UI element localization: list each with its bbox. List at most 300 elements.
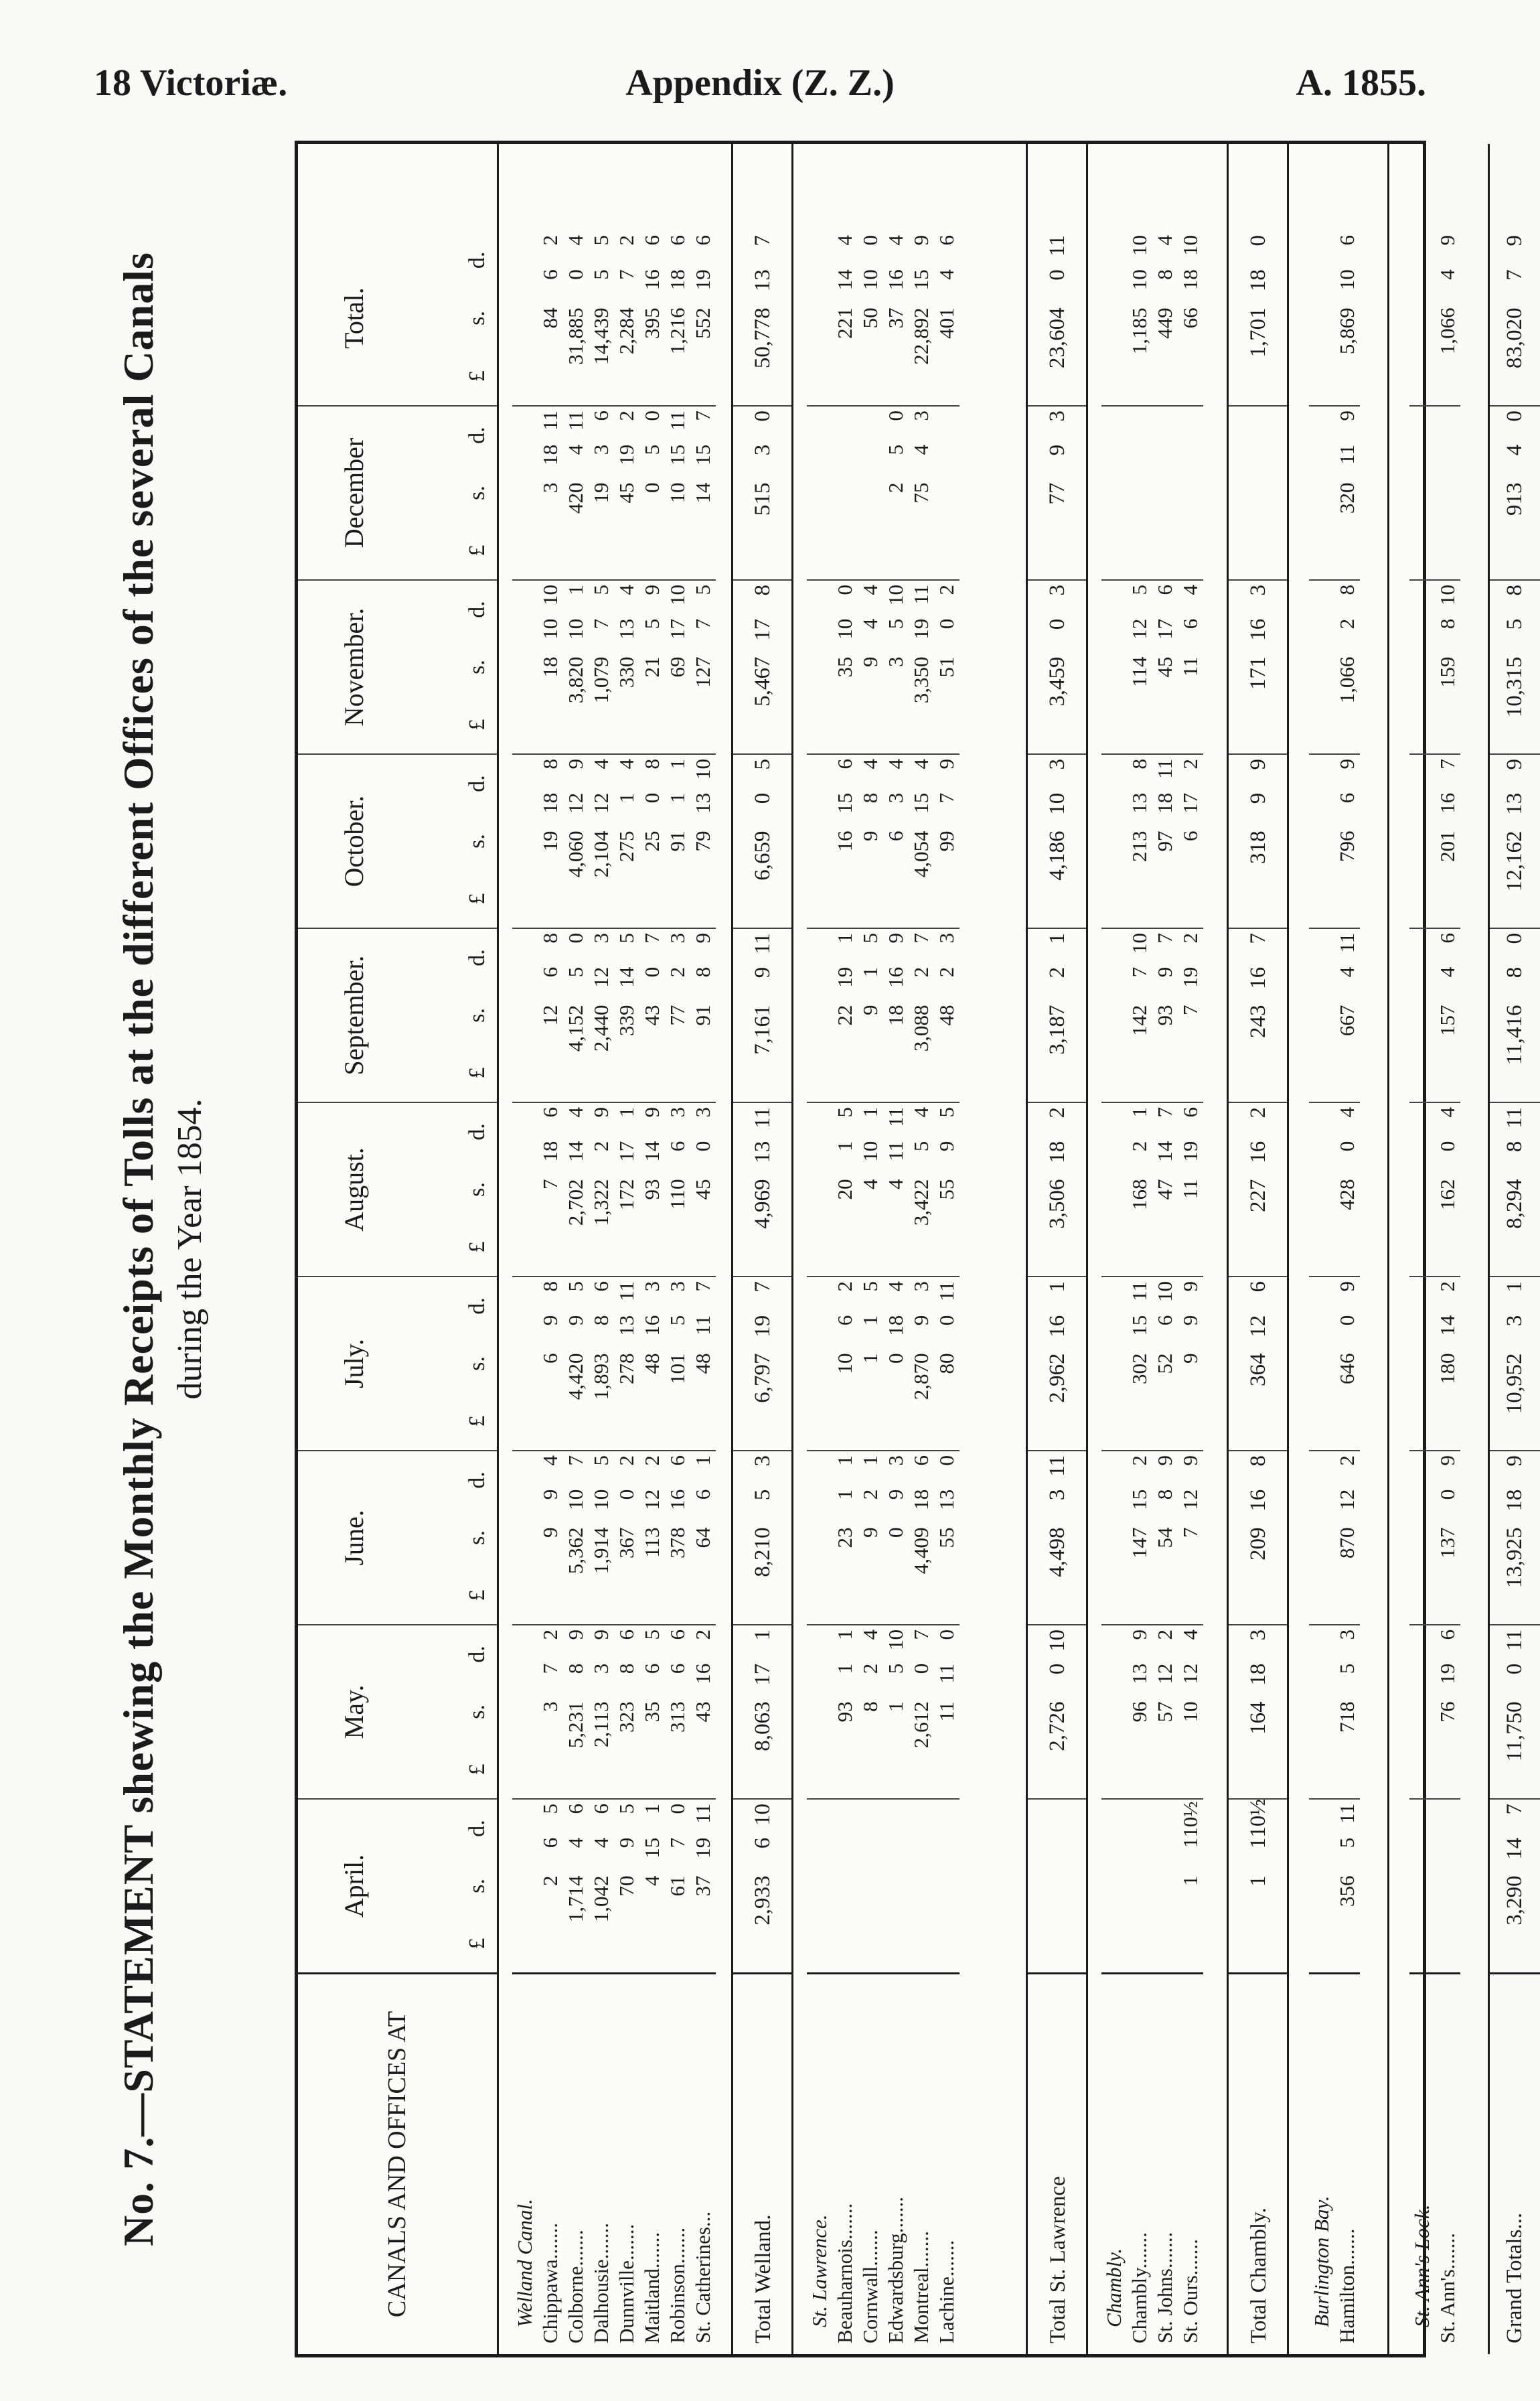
month-amount bbox=[1127, 928, 1152, 1102]
shillings: 9 bbox=[1178, 1315, 1202, 1326]
shillings: 16 bbox=[1245, 1489, 1270, 1512]
shillings: 4 bbox=[1335, 966, 1359, 978]
money-value bbox=[1334, 1625, 1360, 1798]
pence: 3 bbox=[1045, 759, 1069, 770]
money-value bbox=[639, 1277, 665, 1450]
money-value bbox=[934, 929, 959, 1102]
pence bbox=[1178, 407, 1203, 445]
money-value bbox=[934, 407, 959, 579]
empty-cell bbox=[1409, 928, 1435, 1102]
pence bbox=[883, 1800, 909, 1838]
pence: 6 bbox=[1153, 585, 1176, 595]
section-heading-row bbox=[1309, 144, 1334, 2354]
pence: 11 bbox=[1335, 933, 1359, 953]
pence: 8 bbox=[538, 933, 562, 944]
pence: 5 bbox=[833, 1107, 856, 1118]
money-value bbox=[1152, 231, 1178, 405]
money-value bbox=[639, 581, 665, 753]
money-value bbox=[1334, 1103, 1360, 1276]
money-value bbox=[665, 929, 690, 1102]
currency-units bbox=[465, 1451, 490, 1624]
total-amount bbox=[1229, 1450, 1287, 1624]
rotated-page-content bbox=[94, 141, 1527, 2357]
month-amount bbox=[639, 1798, 665, 1972]
shillings: 12 bbox=[1128, 618, 1151, 640]
office-name: Hamilton....... bbox=[1334, 1972, 1360, 2354]
pounds: 18 bbox=[538, 656, 562, 678]
empty-cell bbox=[1309, 405, 1334, 579]
empty-cell bbox=[1409, 231, 1435, 405]
month-amount bbox=[665, 1102, 690, 1276]
money-value bbox=[1228, 231, 1288, 405]
month-amount bbox=[1334, 1798, 1360, 1972]
empty-cell bbox=[1409, 1102, 1435, 1276]
pounds: 330 bbox=[615, 656, 638, 688]
page-header bbox=[94, 62, 1426, 122]
unit-label: s. bbox=[465, 311, 489, 325]
pence: 7 bbox=[750, 1281, 775, 1293]
office-name: St. Johns....... bbox=[1152, 1972, 1178, 2354]
pounds: 61 bbox=[666, 1875, 689, 1897]
total-amount bbox=[1229, 1798, 1287, 1972]
pence: 2 bbox=[1436, 1281, 1459, 1292]
total-amount bbox=[1229, 928, 1287, 1102]
total-label: Total Welland. bbox=[733, 1972, 791, 2354]
month-header bbox=[298, 1450, 497, 1624]
money-value bbox=[1334, 407, 1360, 579]
pounds: 47 bbox=[1153, 1179, 1176, 1200]
shillings: 5 bbox=[640, 618, 664, 630]
money-value bbox=[614, 407, 639, 579]
money-value bbox=[733, 1800, 793, 1972]
money-value bbox=[563, 1277, 589, 1450]
shillings bbox=[1152, 1838, 1178, 1876]
office-name: St. Ours....... bbox=[1178, 1972, 1203, 2354]
total-amount bbox=[1028, 1102, 1086, 1276]
money-value bbox=[909, 1625, 934, 1798]
total-amount bbox=[733, 579, 791, 753]
pence: 1 bbox=[833, 933, 856, 944]
shillings: 13 bbox=[615, 1315, 638, 1336]
money-value bbox=[690, 1103, 716, 1276]
pence bbox=[1435, 1800, 1460, 1838]
pence: 6 bbox=[615, 1629, 638, 1640]
pounds: 7 bbox=[1178, 1005, 1202, 1016]
section-heading: St. Ann's Lock. bbox=[1409, 1972, 1435, 2354]
pounds: 11,750 bbox=[1503, 1701, 1527, 1762]
office-name: Chambly....... bbox=[1127, 1972, 1152, 2354]
money-value bbox=[589, 1625, 614, 1798]
shillings: 0 bbox=[1045, 618, 1069, 630]
unit-label: d. bbox=[465, 251, 489, 269]
money-value bbox=[563, 1451, 589, 1624]
shillings: 18 bbox=[1045, 1141, 1069, 1163]
pounds: 4,186 bbox=[1045, 830, 1069, 881]
shillings: 11 bbox=[691, 1315, 714, 1335]
month-amount bbox=[614, 231, 639, 405]
month-amount bbox=[1435, 1450, 1460, 1624]
shillings: 3 bbox=[884, 792, 907, 804]
pounds: 113 bbox=[640, 1527, 664, 1558]
empty-cell bbox=[807, 753, 832, 928]
money-value bbox=[665, 1277, 690, 1450]
month-amount bbox=[832, 928, 858, 1102]
pence: 4 bbox=[538, 1455, 562, 1466]
money-value bbox=[909, 755, 934, 928]
money-value bbox=[1127, 755, 1152, 928]
empty-cell bbox=[1101, 579, 1127, 753]
shillings: 6 bbox=[640, 1663, 664, 1674]
pence: 2 bbox=[615, 235, 638, 246]
shillings: 15 bbox=[909, 269, 933, 291]
pounds: 3,459 bbox=[1045, 656, 1069, 707]
pounds: 2,870 bbox=[909, 1353, 933, 1400]
unit-label: £ bbox=[465, 370, 489, 382]
pence: 4 bbox=[884, 759, 907, 770]
pence: 3 bbox=[909, 1281, 933, 1292]
pounds: 52 bbox=[1153, 1353, 1176, 1374]
month-amount bbox=[690, 1798, 716, 1972]
month-amount bbox=[665, 753, 690, 928]
money-value bbox=[1178, 231, 1203, 405]
money-value bbox=[1152, 407, 1178, 579]
money-value bbox=[934, 1451, 959, 1624]
pence: 2 bbox=[1335, 1455, 1359, 1466]
pounds: 1,042 bbox=[589, 1875, 613, 1923]
pence: 10 bbox=[1128, 933, 1151, 954]
pounds: 14 bbox=[691, 482, 714, 504]
shillings: 18 bbox=[1245, 269, 1270, 292]
month-amount bbox=[1334, 1276, 1360, 1450]
month-amount bbox=[1152, 1624, 1178, 1798]
shillings: 18 bbox=[1153, 792, 1176, 814]
month-amount bbox=[538, 1102, 563, 1276]
month-amount bbox=[1127, 1102, 1152, 1276]
shillings: 12 bbox=[1178, 1489, 1202, 1510]
money-value bbox=[1334, 1277, 1360, 1450]
money-value bbox=[563, 231, 589, 405]
shillings: 0 bbox=[615, 1489, 638, 1500]
pence: 10 bbox=[538, 585, 562, 606]
empty-cell bbox=[1309, 1450, 1334, 1624]
month-amount bbox=[832, 1102, 858, 1276]
empty-cell bbox=[807, 928, 832, 1102]
pounds: 11 bbox=[1178, 656, 1202, 677]
pounds: 3,187 bbox=[1045, 1005, 1069, 1055]
pounds: 1,079 bbox=[589, 656, 613, 704]
grand-total-amount bbox=[1490, 1276, 1540, 1450]
month-amount bbox=[538, 1624, 563, 1798]
month-amount bbox=[883, 579, 909, 753]
money-value bbox=[563, 1800, 589, 1972]
money-value bbox=[858, 929, 883, 1102]
month-amount bbox=[589, 1450, 614, 1624]
empty-cell bbox=[1101, 405, 1127, 579]
pence: 7 bbox=[909, 933, 933, 944]
pence: 11 bbox=[564, 411, 587, 431]
shillings: 16 bbox=[1245, 1141, 1270, 1163]
month-header bbox=[298, 1624, 497, 1798]
money-value bbox=[832, 929, 858, 1102]
money-value bbox=[909, 1451, 934, 1624]
shillings: 2 bbox=[1335, 618, 1359, 630]
section-heading-row bbox=[512, 144, 538, 2354]
money-value bbox=[1127, 1103, 1152, 1276]
month-amount bbox=[909, 231, 934, 405]
shillings: 8 bbox=[1436, 618, 1459, 630]
pounds: 10 bbox=[1178, 1701, 1202, 1723]
money-value bbox=[832, 1800, 858, 1972]
pence: 11 bbox=[691, 1804, 714, 1824]
shillings: 16 bbox=[1245, 966, 1270, 989]
pounds: 21 bbox=[640, 656, 664, 678]
month-amount bbox=[589, 1798, 614, 1972]
shillings: 6 bbox=[666, 1141, 689, 1152]
rotated-statement bbox=[94, 141, 1527, 2357]
pence: 0 bbox=[666, 1804, 689, 1814]
empty-cell bbox=[1409, 1276, 1435, 1450]
month-amount bbox=[883, 1798, 909, 1972]
money-value bbox=[883, 1800, 909, 1972]
pence: 2 bbox=[1045, 1107, 1069, 1118]
unit-label: £ bbox=[465, 544, 489, 557]
pence: 9 bbox=[564, 759, 587, 770]
money-value bbox=[665, 1625, 690, 1798]
shillings: 3 bbox=[589, 444, 613, 455]
month-amount bbox=[1152, 1102, 1178, 1276]
pounds: 7,161 bbox=[750, 1005, 775, 1055]
money-value bbox=[563, 407, 589, 579]
money-value bbox=[858, 755, 883, 928]
shillings: 5 bbox=[564, 966, 587, 978]
money-value bbox=[909, 929, 934, 1102]
total-amount bbox=[1028, 928, 1086, 1102]
shillings: 9 bbox=[1045, 444, 1069, 456]
shillings: 7 bbox=[666, 1837, 689, 1848]
month-amount bbox=[1334, 753, 1360, 928]
shillings: 1 bbox=[1245, 1837, 1270, 1849]
pence: 0 bbox=[1503, 411, 1527, 422]
shillings: 6 bbox=[538, 269, 562, 280]
month-amount bbox=[1178, 405, 1203, 579]
shillings bbox=[883, 1838, 909, 1876]
month-amount bbox=[665, 1624, 690, 1798]
shillings: 0 bbox=[640, 792, 664, 804]
pence: 5 bbox=[589, 585, 613, 595]
pence: 9 bbox=[1128, 1629, 1151, 1640]
shillings: 9 bbox=[750, 966, 775, 978]
pounds bbox=[832, 483, 858, 579]
pounds: 9 bbox=[858, 1005, 882, 1016]
shillings: 10 bbox=[833, 618, 856, 640]
shillings: 5 bbox=[1503, 618, 1527, 630]
pence: 10½ bbox=[1178, 1801, 1202, 1838]
empty-cell bbox=[807, 405, 832, 579]
pounds: 209 bbox=[1245, 1527, 1270, 1561]
shillings: 18 bbox=[538, 792, 562, 814]
shillings: 18 bbox=[1178, 269, 1202, 291]
pounds: 127 bbox=[691, 656, 714, 688]
pence: 2 bbox=[1153, 1629, 1176, 1640]
pounds: 378 bbox=[666, 1527, 689, 1559]
pounds: 4,420 bbox=[564, 1353, 587, 1400]
money-value bbox=[1152, 1451, 1178, 1624]
pence: 9 bbox=[1503, 759, 1527, 770]
shillings: 13 bbox=[750, 269, 775, 292]
total-amount bbox=[733, 1624, 791, 1798]
grand-total-row bbox=[1490, 144, 1540, 2354]
money-value bbox=[690, 581, 716, 753]
shillings: 8 bbox=[1503, 966, 1527, 978]
pounds: 5,467 bbox=[750, 656, 775, 707]
shillings: 19 bbox=[691, 269, 714, 291]
shillings bbox=[909, 1838, 934, 1876]
pounds: 77 bbox=[666, 1005, 689, 1026]
money-value bbox=[1435, 929, 1460, 1102]
money-value bbox=[832, 1277, 858, 1450]
pounds: 4 bbox=[858, 1179, 882, 1190]
month-amount bbox=[665, 1276, 690, 1450]
month-header bbox=[298, 1102, 497, 1276]
pounds: 420 bbox=[564, 482, 587, 514]
pence: 2 bbox=[538, 1629, 562, 1640]
shillings: 6 bbox=[666, 1663, 689, 1674]
pence: 5 bbox=[858, 933, 882, 944]
money-value bbox=[665, 1451, 690, 1624]
pounds bbox=[832, 1876, 858, 1972]
unit-label: s. bbox=[465, 1704, 489, 1719]
shillings: 7 bbox=[1503, 269, 1527, 281]
month-amount bbox=[538, 231, 563, 405]
month-amount bbox=[639, 231, 665, 405]
pence: 3 bbox=[884, 1455, 907, 1466]
shillings: 10 bbox=[1045, 792, 1069, 815]
money-value bbox=[589, 1277, 614, 1450]
pounds: 50 bbox=[858, 307, 882, 329]
month-header bbox=[298, 1276, 497, 1450]
pence: 6 bbox=[1178, 1107, 1202, 1118]
empty-cell bbox=[512, 753, 538, 928]
pounds bbox=[1152, 1876, 1178, 1972]
pence: 4 bbox=[615, 759, 638, 770]
month-amount bbox=[832, 231, 858, 405]
empty-cell bbox=[807, 231, 832, 405]
pence bbox=[1152, 407, 1178, 445]
money-value bbox=[1490, 1277, 1540, 1450]
pence: 7 bbox=[691, 411, 714, 421]
month-amount bbox=[858, 1276, 883, 1450]
month-amount bbox=[832, 1450, 858, 1624]
month-amount bbox=[934, 405, 959, 579]
month-amount bbox=[690, 405, 716, 579]
pounds: 164 bbox=[1245, 1701, 1270, 1735]
pounds: 11 bbox=[1178, 1179, 1202, 1199]
shillings: 1 bbox=[615, 792, 638, 804]
pence: 1 bbox=[858, 1107, 882, 1118]
empty-cell bbox=[1309, 231, 1334, 405]
money-value bbox=[934, 581, 959, 753]
canal-section bbox=[1088, 144, 1229, 2354]
pounds bbox=[1152, 483, 1178, 579]
empty-cell bbox=[1409, 753, 1435, 928]
pounds: 9 bbox=[538, 1527, 562, 1538]
pounds: 91 bbox=[666, 830, 689, 852]
title-line-1: No. 7.—STATEMENT shewing the Monthly Receipts of Tolls at the different Offices of the several Canals bbox=[114, 252, 162, 2246]
pounds: 10,952 bbox=[1503, 1353, 1527, 1414]
empty-cell bbox=[512, 579, 538, 753]
month-amount bbox=[832, 579, 858, 753]
shillings: 9 bbox=[935, 1141, 958, 1152]
pence: 1 bbox=[640, 1804, 664, 1814]
money-value bbox=[1490, 1800, 1540, 1972]
total-amount bbox=[1028, 1276, 1086, 1450]
month-amount bbox=[909, 1450, 934, 1624]
month-amount bbox=[614, 928, 639, 1102]
shillings: 8 bbox=[564, 1663, 587, 1674]
shillings: 12 bbox=[640, 1489, 664, 1510]
month-amount bbox=[858, 1102, 883, 1276]
shillings: 10 bbox=[564, 618, 587, 640]
money-value bbox=[1228, 581, 1288, 753]
pence: 1 bbox=[750, 1629, 775, 1641]
office-row bbox=[1334, 144, 1360, 2354]
pence bbox=[934, 1800, 959, 1838]
pence: 5 bbox=[615, 933, 638, 944]
pounds: 35 bbox=[833, 656, 856, 678]
shillings: 19 bbox=[1178, 966, 1202, 988]
month-amount bbox=[614, 579, 639, 753]
month-name: April. bbox=[339, 1854, 369, 1918]
money-value bbox=[733, 1451, 793, 1624]
month-amount bbox=[1127, 1450, 1152, 1624]
money-value bbox=[858, 231, 883, 405]
month-amount bbox=[934, 753, 959, 928]
money-value bbox=[909, 407, 934, 579]
money-value bbox=[733, 1277, 793, 1450]
month-amount bbox=[1178, 928, 1203, 1102]
total-amount bbox=[733, 1450, 791, 1624]
office-name: Beauharnois....... bbox=[832, 1972, 858, 2354]
pence: 2 bbox=[640, 1455, 664, 1466]
shillings: 17 bbox=[750, 618, 775, 641]
section-heading-row bbox=[1409, 144, 1435, 2354]
office-name: Dalhousie....... bbox=[589, 1972, 614, 2354]
pence: 7 bbox=[1153, 933, 1176, 944]
office-row bbox=[563, 144, 589, 2354]
pounds: 339 bbox=[615, 1005, 638, 1037]
money-value bbox=[883, 929, 909, 1102]
pence bbox=[1152, 1800, 1178, 1838]
money-value bbox=[690, 1451, 716, 1624]
pence: 8 bbox=[750, 585, 775, 596]
month-name: September. bbox=[339, 955, 369, 1076]
shillings: 4 bbox=[909, 444, 933, 455]
money-value bbox=[1435, 581, 1460, 753]
money-value bbox=[1435, 1800, 1460, 1972]
pence: 8 bbox=[1503, 585, 1527, 596]
pounds: 101 bbox=[666, 1353, 689, 1385]
pence: 4 bbox=[909, 759, 933, 770]
pounds: 667 bbox=[1335, 1005, 1359, 1037]
pence: 6 bbox=[1436, 933, 1459, 944]
shillings: 19 bbox=[833, 966, 856, 988]
money-value bbox=[883, 581, 909, 753]
pounds: 84 bbox=[538, 307, 562, 329]
money-value bbox=[934, 755, 959, 928]
month-amount bbox=[614, 1624, 639, 1798]
pence: 9 bbox=[1245, 759, 1270, 770]
pounds: 48 bbox=[640, 1353, 664, 1374]
